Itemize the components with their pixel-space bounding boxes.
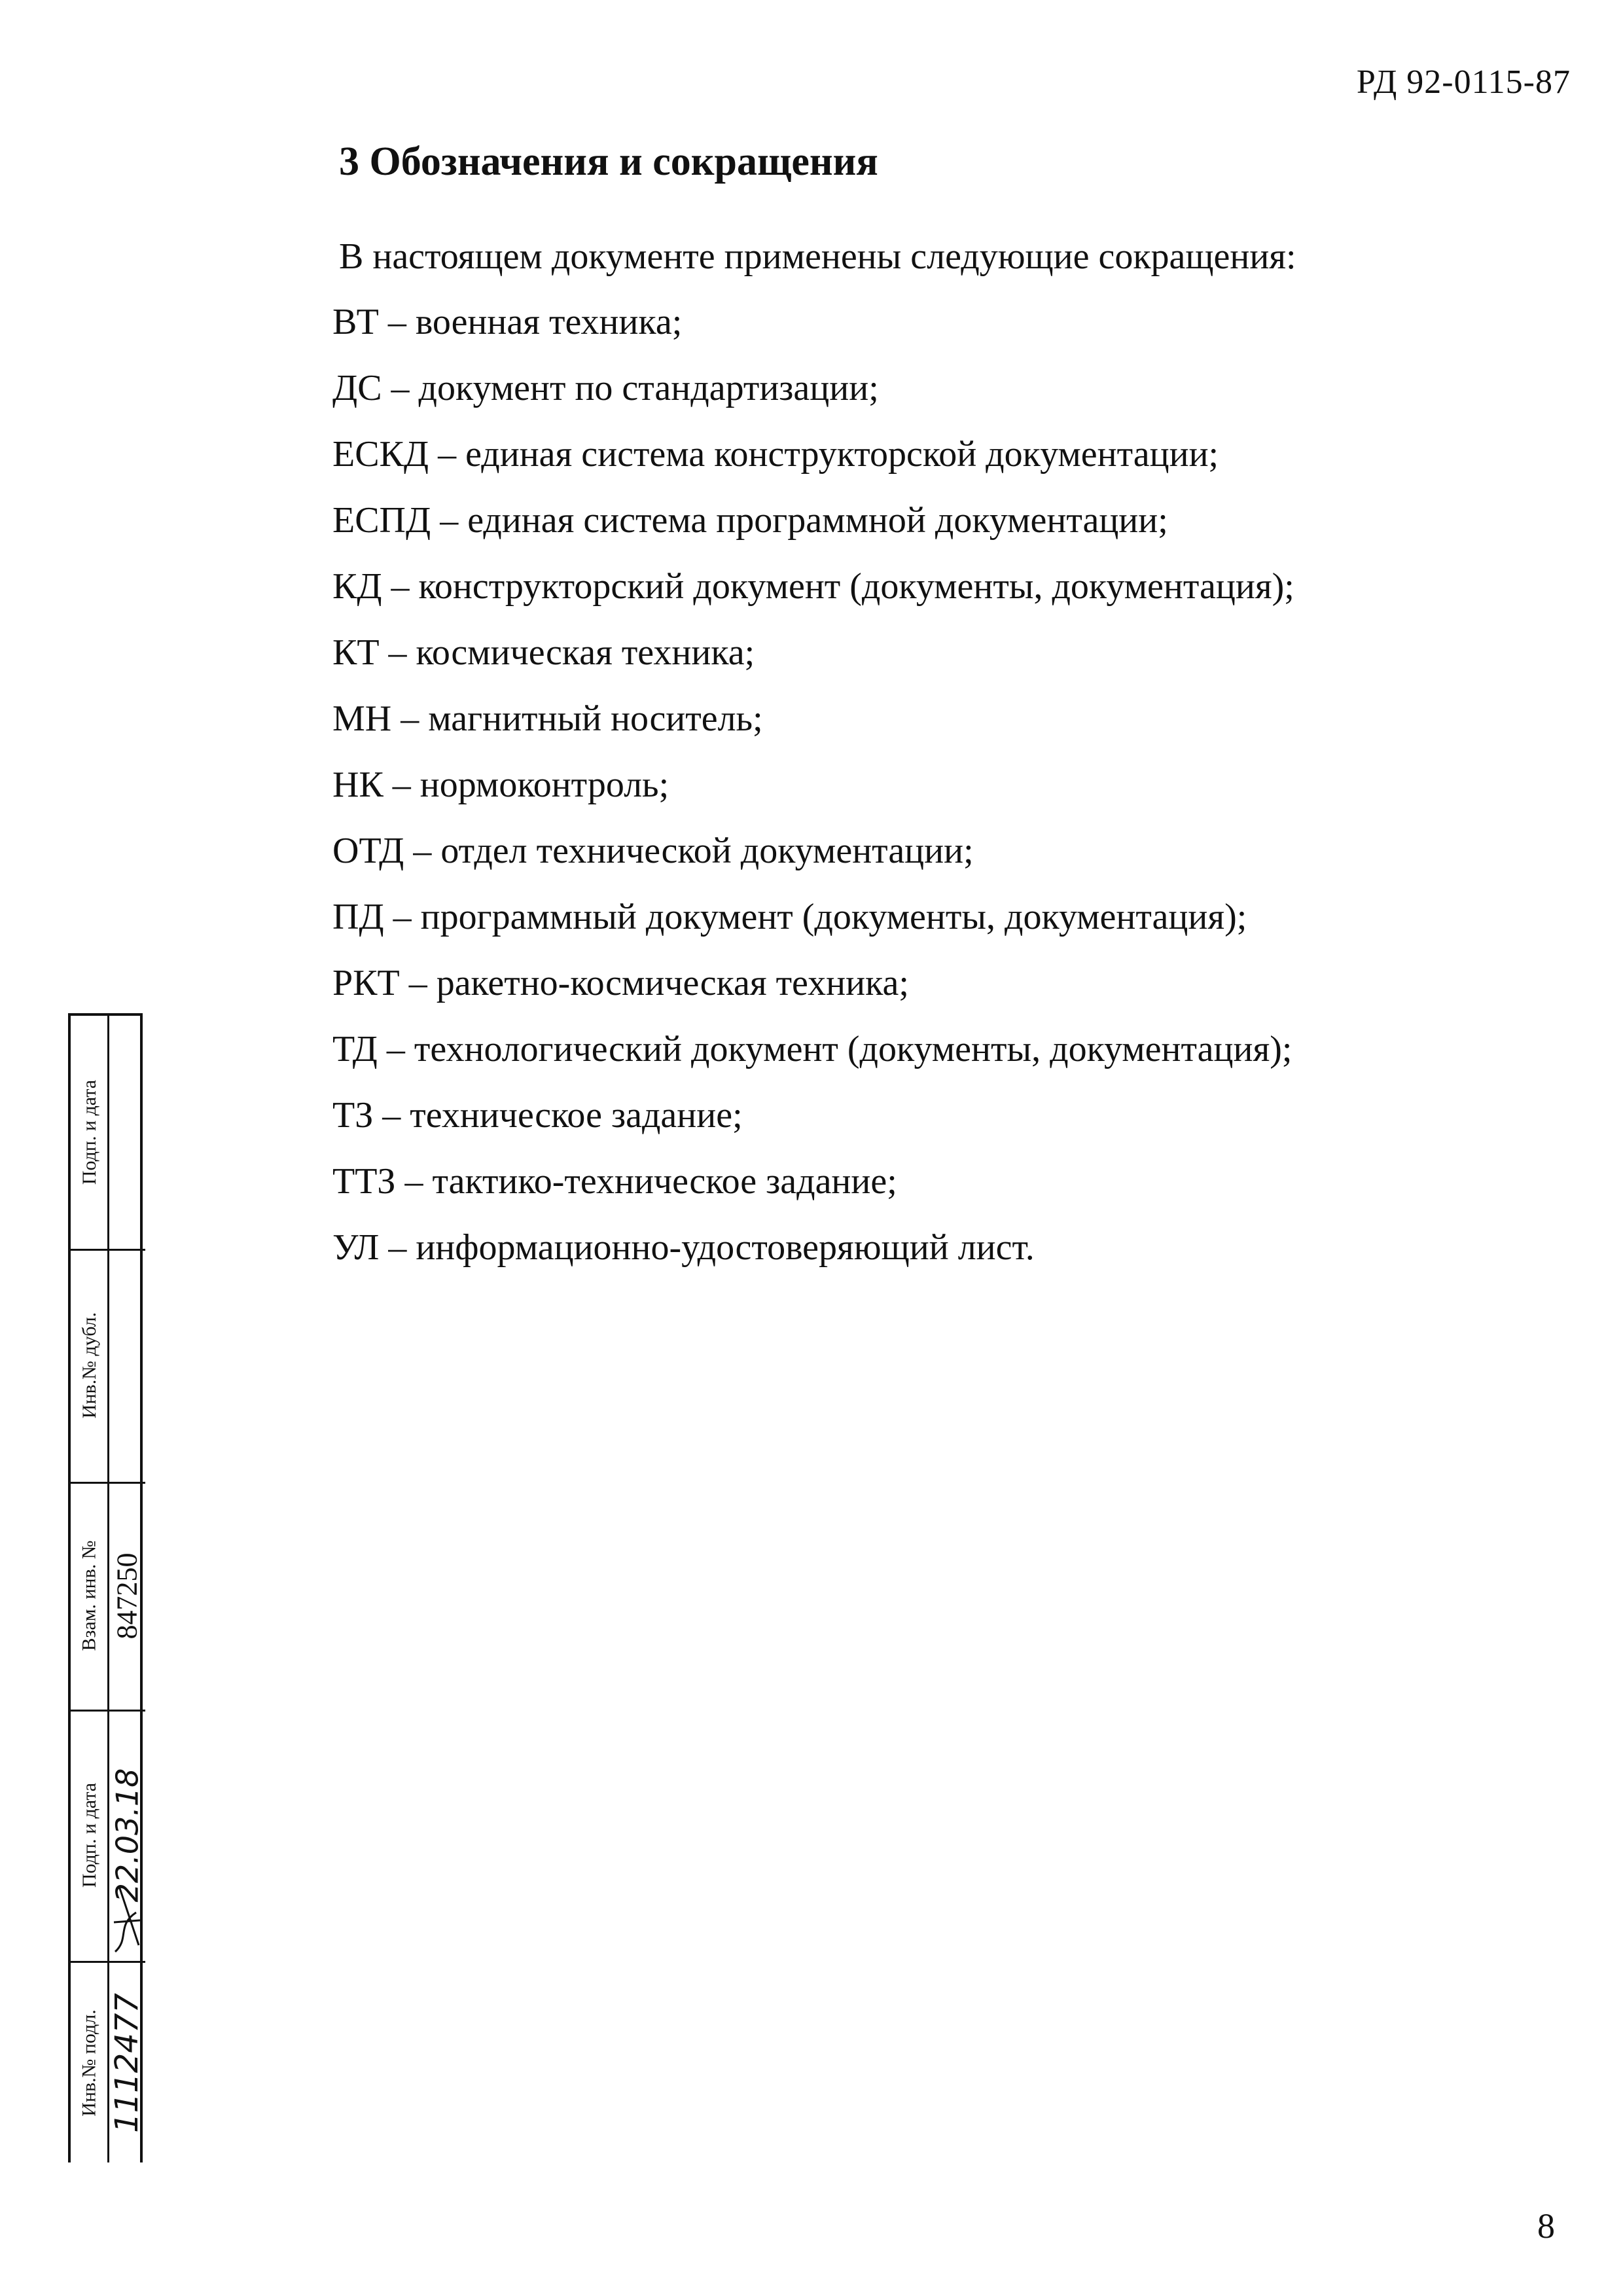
page-number: 8 [1537, 2206, 1555, 2246]
signature-mark [110, 1860, 144, 1958]
abbreviation-list [332, 296, 1294, 1287]
intro-text: В настоящем документе применены следующие сокращения: [339, 236, 1296, 277]
list-item: НК – нормоконтроль; [332, 764, 669, 805]
section-title: 3 Обозначения и сокращения [339, 139, 878, 184]
list-item: ОТД – отдел технической документации; [332, 831, 974, 871]
list-item: ТД – технологический документ (документы, документация); [332, 1029, 1293, 1069]
stamp-value-orig-inv: 1112477 [109, 1993, 145, 2133]
stamp-label-sign-date-bottom: Подп. и дата [79, 1782, 100, 1888]
list-item: КД – конструкторский документ (документы, документация); [332, 566, 1294, 607]
list-item: УЛ – информационно-удостоверяющий лист. [332, 1227, 1035, 1268]
stamp-label-orig-inv: Инв.№ подл. [79, 2009, 100, 2117]
list-item: РКТ – ракетно-космическая техника; [332, 963, 909, 1003]
list-item: ТЗ – техническое задание; [332, 1095, 743, 1136]
stamp-value-repl-inv: 847250 [111, 1552, 143, 1639]
stamp-label-repl-inv: Взам. инв. № [79, 1540, 100, 1651]
list-item: ЕСПД – единая система программной документации; [332, 500, 1168, 541]
list-item: ДС – документ по стандартизации; [332, 368, 879, 408]
list-item: ВТ – военная техника; [332, 302, 683, 342]
document-code: РД 92-0115-87 [1356, 63, 1571, 101]
list-item: МН – магнитный носитель; [332, 698, 763, 739]
stamp-value-sign-date: 22.03.18 [109, 1768, 145, 1903]
stamp-label-dup-inv: Инв.№ дубл. [79, 1312, 100, 1419]
side-stamp [68, 1013, 143, 2162]
list-item: ЕСКД – единая система конструкторской документации; [332, 434, 1219, 475]
list-item: КТ – космическая техника; [332, 632, 755, 673]
stamp-divider [107, 1016, 109, 2162]
list-item: ТТЗ – тактико-техническое задание; [332, 1161, 897, 1202]
stamp-label-sign-date-top: Подп. и дата [79, 1079, 100, 1185]
list-item: ПД – программный документ (документы, документация); [332, 897, 1247, 937]
